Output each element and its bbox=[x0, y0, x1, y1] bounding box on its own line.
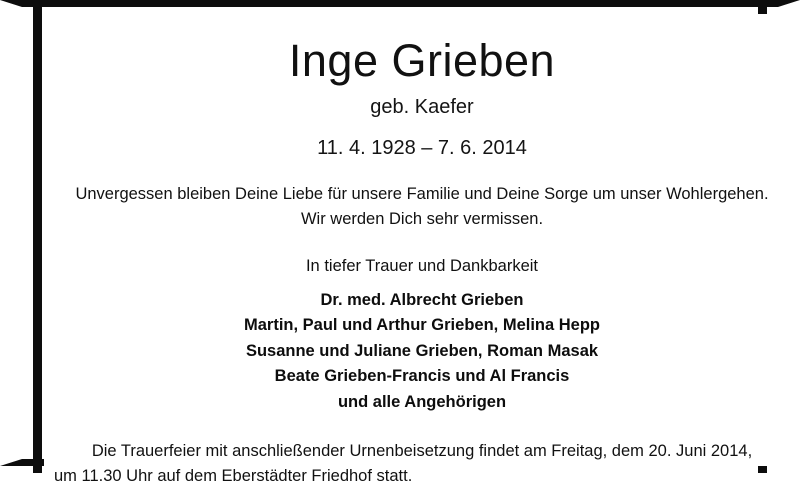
family-member-line: und alle Angehörigen bbox=[337, 392, 507, 411]
ceremony-details bbox=[44, 439, 800, 489]
life-dates: 11. 4. 1928 – 7. 6. 2014 bbox=[317, 136, 527, 159]
family-list bbox=[44, 288, 800, 416]
ceremony-line-2: um 11.30 Uhr auf dem Eberstädter Friedhof statt. bbox=[54, 467, 413, 486]
mourning-intro: In tiefer Trauer und Dankbarkeit bbox=[305, 256, 539, 275]
ceremony-line-1: Die Trauerfeier mit anschließender Urnenbeisetzung findet am Freitag, dem 20. Juni 2014, bbox=[91, 442, 753, 461]
family-member-line: Susanne und Juliane Grieben, Roman Masak bbox=[245, 341, 599, 360]
left-border-bar bbox=[33, 7, 42, 473]
family-member-line: Dr. med. Albrecht Grieben bbox=[320, 290, 524, 309]
family-member-line: Beate Grieben-Francis und Al Francis bbox=[274, 367, 570, 386]
deceased-name: Inge Grieben bbox=[288, 35, 556, 86]
family-member-line: Martin, Paul und Arthur Grieben, Melina Hepp bbox=[244, 316, 600, 335]
notice-content bbox=[44, 14, 800, 486]
memorial-text bbox=[44, 182, 800, 233]
memorial-line-2: Wir werden Dich sehr vermissen. bbox=[300, 210, 544, 229]
maiden-name: geb. Kaefer bbox=[370, 95, 474, 118]
memorial-line-1: Unvergessen bleiben Deine Liebe für unsere Familie und Deine Sorge um unser Wohlergehen. bbox=[75, 184, 769, 203]
